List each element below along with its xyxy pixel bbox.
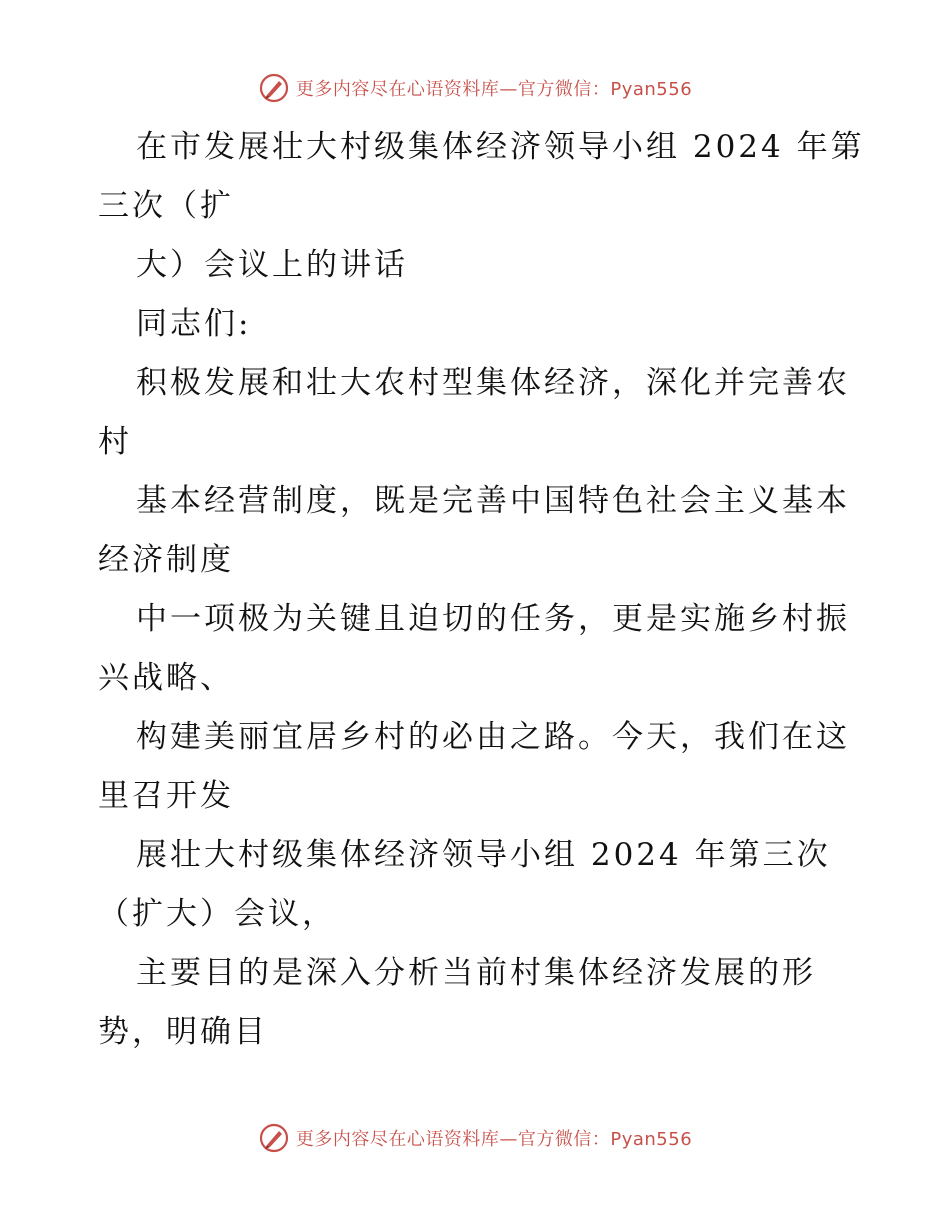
text-line: 三次（扩: [98, 188, 234, 224]
text-line: （扩大）会议，: [98, 896, 336, 932]
text-line: 主要目的是深入分析当前村集体经济发展的形: [136, 955, 816, 991]
red-pen-seal-icon: [258, 1122, 290, 1154]
document-body: [98, 118, 865, 1062]
text-line: 构建美丽宜居乡村的必由之路。今天，我们在这: [136, 719, 850, 755]
red-pen-seal-icon: [258, 72, 290, 104]
text-line: 同志们:: [136, 306, 252, 342]
text-line: 积极发展和壮大农村型集体经济，深化并完善农: [136, 365, 850, 401]
footer-watermark: [0, 1122, 950, 1154]
text-line: 经济制度: [98, 542, 234, 578]
watermark-text: 更多内容尽在心语资料库—官方微信：Pyan556: [295, 1129, 693, 1150]
text-line: 兴战略、: [98, 660, 234, 696]
text-line: 基本经营制度，既是完善中国特色社会主义基本: [136, 483, 850, 519]
watermark-text: 更多内容尽在心语资料库—官方微信：Pyan556: [295, 79, 693, 100]
text-line: 中一项极为关键且迫切的任务，更是实施乡村振: [136, 601, 850, 637]
text-line: 在市发展壮大村级集体经济领导小组 2024 年第: [136, 129, 865, 165]
text-line: 大）会议上的讲话: [136, 247, 408, 283]
header-watermark: [0, 72, 950, 104]
text-line: 里召开发: [98, 778, 234, 814]
text-line: 展壮大村级集体经济领导小组 2024 年第三次: [136, 837, 831, 873]
text-line: 势，明确目: [98, 1014, 268, 1050]
text-line: 村: [98, 424, 132, 460]
